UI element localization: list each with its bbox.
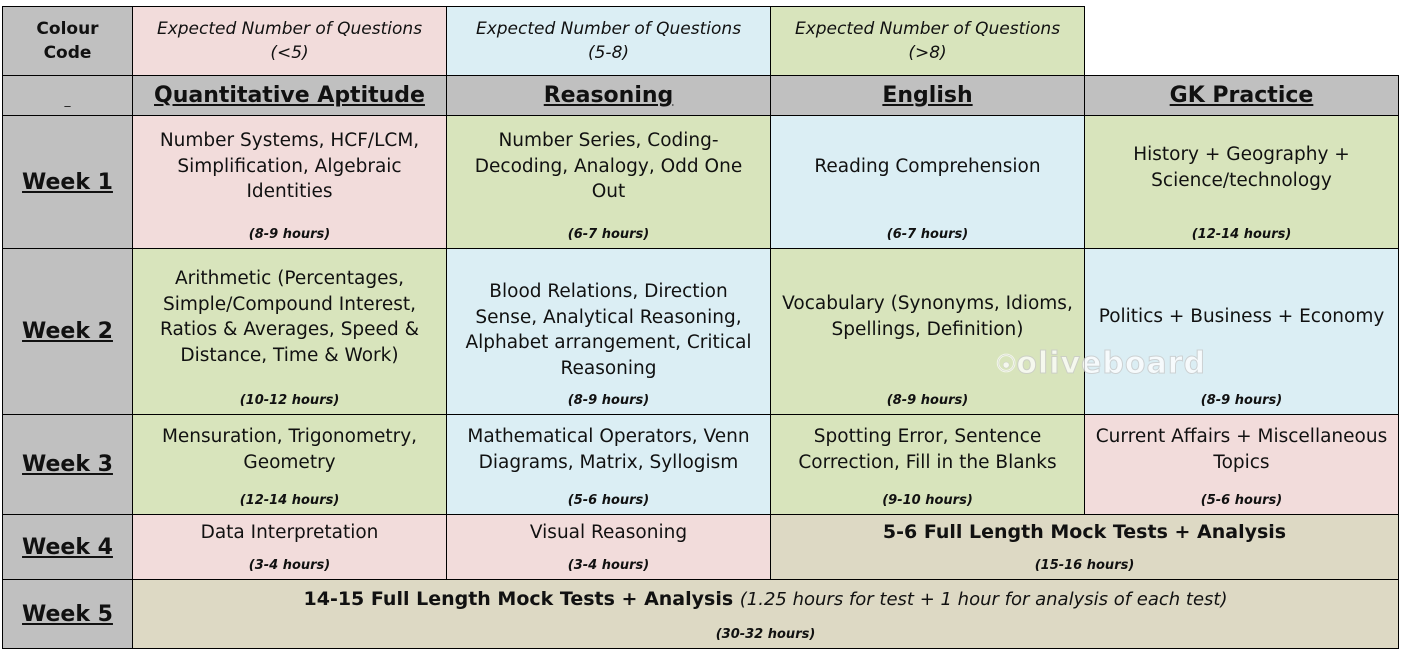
header-quantitative-aptitude: Quantitative Aptitude bbox=[132, 75, 447, 116]
week-1-english-cell: Reading Comprehension (6-7 hours) bbox=[770, 115, 1085, 249]
week-5-topic: 14-15 Full Length Mock Tests + Analysis bbox=[303, 588, 734, 610]
week-5-note: (1.25 hours for test + 1 hour for analysis of each test) bbox=[739, 589, 1228, 610]
header-gk-practice: GK Practice bbox=[1084, 75, 1399, 116]
week-2-quant-cell: Arithmetic (Percentages, Simple/Compound Interest, Ratios & Averages, Speed & Distance, Time & Work) (10-12 hours) bbox=[132, 248, 447, 415]
week-2-reasoning-cell: Blood Relations, Direction Sense, Analytical Reasoning, Alphabet arrangement, Critical Reasoning (8-9 hours) bbox=[446, 248, 771, 415]
week-1-quant-cell: Number Systems, HCF/LCM, Simplification, Algebraic Identities (8-9 hours) bbox=[132, 115, 447, 249]
week-4-mock-tests-cell: 5-6 Full Length Mock Tests + Analysis (15-16 hours) bbox=[770, 514, 1399, 580]
legend-high: Expected Number of Questions (>8) bbox=[770, 6, 1085, 76]
header-corner: _ bbox=[2, 75, 133, 116]
oliveboard-watermark: oliveboard bbox=[996, 344, 1206, 382]
week-3-label: Week 3 bbox=[2, 414, 133, 515]
week-2-english-cell: Vocabulary (Synonyms, Idioms, Spellings, Definition) (8-9 hours) bbox=[770, 248, 1085, 415]
week-3-quant-cell: Mensuration, Trigonometry, Geometry (12-14 hours) bbox=[132, 414, 447, 515]
week-4-quant-cell: Data Interpretation (3-4 hours) bbox=[132, 514, 447, 580]
header-reasoning: Reasoning bbox=[446, 75, 771, 116]
header-english: English bbox=[770, 75, 1085, 116]
week-2-gk-cell: Politics + Business + Economy (8-9 hours) bbox=[1084, 248, 1399, 415]
colour-code-label: Colour Code bbox=[2, 6, 133, 76]
week-3-english-cell: Spotting Error, Sentence Correction, Fill in the Blanks (9-10 hours) bbox=[770, 414, 1085, 515]
week-4-reasoning-cell: Visual Reasoning (3-4 hours) bbox=[446, 514, 771, 580]
legend-low: Expected Number of Questions (<5) bbox=[132, 6, 447, 76]
week-1-reasoning-cell: Number Series, Coding-Decoding, Analogy, Odd One Out (6-7 hours) bbox=[446, 115, 771, 249]
week-4-label: Week 4 bbox=[2, 514, 133, 580]
week-5-mock-tests-cell: 14-15 Full Length Mock Tests + Analysis (1.25 hours for test + 1 hour for analysis of each test) (30-32 hours) bbox=[132, 579, 1399, 649]
week-3-gk-cell: Current Affairs + Miscellaneous Topics (5-6 hours) bbox=[1084, 414, 1399, 515]
week-2-label: Week 2 bbox=[2, 248, 133, 415]
legend-mid: Expected Number of Questions (5-8) bbox=[446, 6, 771, 76]
week-1-label: Week 1 bbox=[2, 115, 133, 249]
week-3-reasoning-cell: Mathematical Operators, Venn Diagrams, Matrix, Syllogism (5-6 hours) bbox=[446, 414, 771, 515]
week-5-label: Week 5 bbox=[2, 579, 133, 649]
week-1-gk-cell: History + Geography + Science/technology (12-14 hours) bbox=[1084, 115, 1399, 249]
